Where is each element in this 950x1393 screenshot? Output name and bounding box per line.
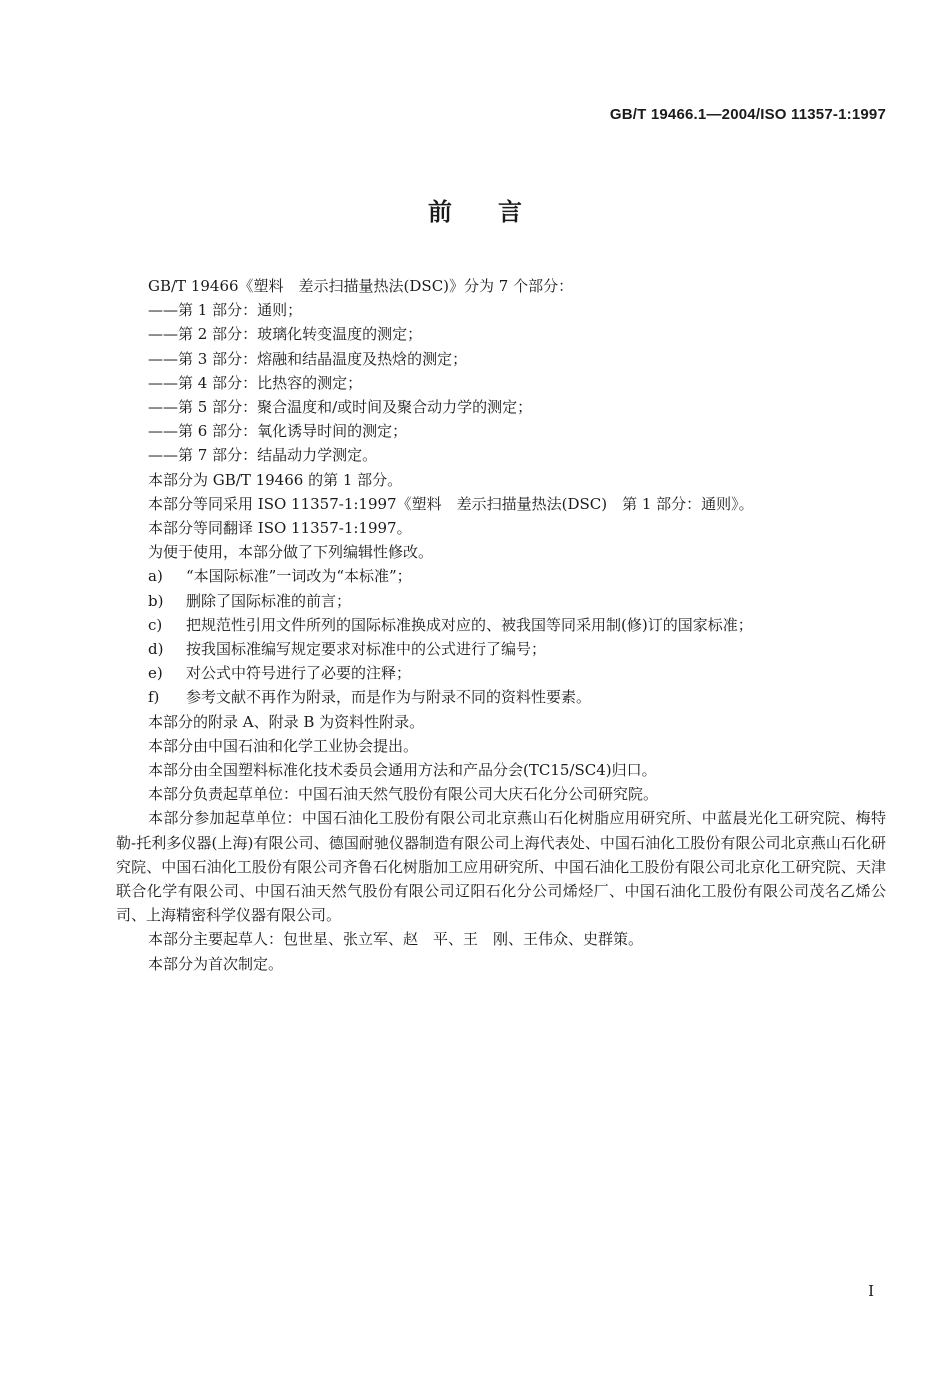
participants-paragraph: 本部分参加起草单位：中国石油化工股份有限公司北京燕山石化树脂应用研究所、中蓝晨光化工研究院、梅特勒-托利多仪器(上海)有限公司、德国耐驰仪器制造有限公司上海代表处、中国石油化工股份有限公司北京燕山石化研究院、中国石油化工股份有限公司齐鲁石化树脂加工应用研究所、中国石油化工股份有限公司北京化工研究院、天津联合化学有限公司、中国石油天然气股份有限公司辽阳石化分公司烯烃厂、中国石油化工股份有限公司茂名乙烯公司、上海精密科学仪器有限公司。: [116, 809, 886, 925]
part-item: ——第 6 部分：氧化诱导时间的测定；: [148, 422, 408, 441]
parts-list: [116, 298, 886, 467]
modification-text: 参考文献不再作为附录，而是作为与附录不同的资料性要素。: [186, 688, 592, 707]
part-item: ——第 5 部分：聚合温度和/或时间及聚合动力学的测定；: [148, 398, 533, 417]
part-item: ——第 7 部分：结晶动力学测定。: [148, 446, 378, 465]
modification-label: a): [148, 567, 163, 586]
modification-text: “本国际标准”一词改为“本标准”；: [186, 567, 412, 586]
standard-code: GB/T 19466.1—2004/ISO 11357-1:1997: [609, 106, 886, 123]
modification-item: [116, 685, 886, 709]
statement-line: 本部分为 GB/T 19466 的第 1 部分。: [148, 470, 403, 489]
modification-item: [116, 661, 886, 685]
modification-text: 把规范性引用文件所列的国际标准换成对应的、被我国等同采用制(修)订的国家标准；: [186, 615, 753, 634]
intro-line: GB/T 19466《塑料 差示扫描量热法(DSC)》分为 7 个部分：: [148, 277, 574, 295]
closing-line: 本部分由中国石油和化学工业协会提出。: [148, 736, 419, 755]
modification-label: c): [148, 615, 163, 634]
page-title: 前言: [428, 198, 568, 226]
statement-line: 本部分等同采用 ISO 11357-1:1997《塑料 差示扫描量热法(DSC) 第 1 部分：通则》。: [148, 494, 754, 513]
first-edition-line: 本部分为首次制定。: [148, 954, 284, 973]
modification-item: [116, 637, 886, 661]
modification-text: 对公式中符号进行了必要的注释；: [186, 664, 412, 683]
statement-line: 为便于使用，本部分做了下列编辑性修改。: [148, 543, 434, 562]
page-number: I: [868, 1282, 874, 1300]
modifications-list: [116, 564, 886, 709]
modification-label: f): [148, 688, 160, 707]
modification-text: 按我国标准编写规定要求对标准中的公式进行了编号；: [186, 640, 547, 659]
modification-item: [116, 613, 886, 637]
statement-line: 本部分等同翻译 ISO 11357-1:1997。: [148, 519, 412, 538]
closing-line: 本部分的附录 A、附录 B 为资料性附录。: [148, 712, 425, 731]
modification-label: b): [148, 591, 164, 610]
part-item: ——第 1 部分：通则；: [148, 301, 303, 320]
drafters-line: 本部分主要起草人：包世星、张立军、赵 平、王 刚、王伟众、史群策。: [148, 930, 644, 949]
part-item: ——第 4 部分：比热容的测定；: [148, 373, 363, 392]
modification-item: [116, 564, 886, 588]
part-item: ——第 2 部分：玻璃化转变温度的测定；: [148, 325, 423, 344]
modification-item: [116, 589, 886, 613]
part-item: ——第 3 部分：熔融和结晶温度及热焓的测定；: [148, 349, 468, 368]
modification-text: 删除了国际标准的前言；: [186, 591, 352, 610]
foreword-body: [116, 274, 886, 976]
modification-label: e): [148, 664, 163, 683]
closing-line: 本部分由全国塑料标准化技术委员会通用方法和产品分会(TC15/SC4)归口。: [148, 761, 657, 780]
closing-line: 本部分负责起草单位：中国石油天然气股份有限公司大庆石化分公司研究院。: [148, 785, 659, 804]
modification-label: d): [148, 640, 164, 659]
